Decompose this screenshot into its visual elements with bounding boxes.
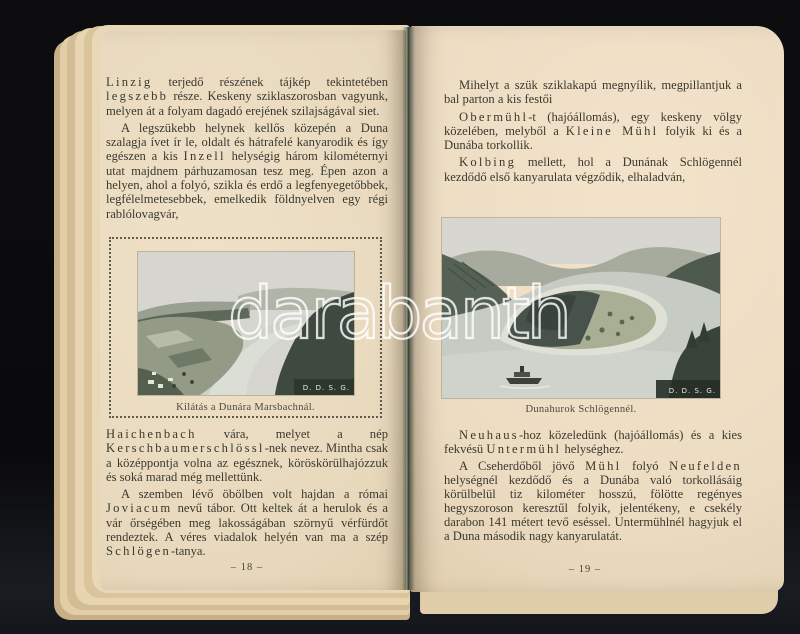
schloegen-photo-art — [442, 218, 720, 398]
right-page-text-bottom — [444, 428, 742, 546]
left-page — [100, 30, 406, 590]
schloegen-caption: Dunahurok Schlögennél. — [525, 404, 637, 415]
paragraph-duna-bend: A legszükebb helynek kellős közepén a Duna szalagja ívet ír le, oldalt és hátrafelé kanyarodik és így egészen a kis Inzell helységig három kilométernyi utat majdnem párhuzamosan tesz meg. Épen azon a helyen, ahol a folyó, szikla és erdő a legfenyegetőbbek, legfélelmetesebbek, emelkedik földnyelven egy régi rablólovagvár, — [106, 120, 388, 221]
marsbach-caption: Kilátás a Dunára Marsbachnál. — [176, 402, 315, 413]
paragraph-joviacum: A szemben lévő öbölben volt hajdan a római Joviacum nevű tábor. Ott keltek át a herulok és a vár őrségében meg lakosságában szörnyű vérfürdőt rendeztek. A véres viadalok helyén van ma a szép Schlögen-tanya. — [106, 487, 388, 559]
danube-marsbach-photo — [138, 252, 354, 395]
marsbach-photo-art — [138, 252, 354, 395]
schloegen-loop-photo — [442, 218, 720, 398]
photo-credit-ddsg: D. D. S. G. — [668, 387, 716, 395]
marsbach-figure — [109, 237, 382, 418]
left-page-text-top — [106, 75, 388, 224]
page-number-18: – 18 – — [230, 562, 264, 573]
page-number-19: – 19 – — [568, 564, 602, 575]
book-gutter — [402, 27, 415, 590]
paragraph-obermuhl: Obermühl-t (hajóállomás), egy keskeny völgy közelében, melyből a Kleine Mühl folyik ki és a Dunába torkollik. — [444, 109, 742, 153]
paragraph-haichenbach: Haichenbach vára, melyet a nép Kerschbaumerschlössl-nek nevez. Mintha csak a középpontja volna az egésznek, köröskörülhajózzuk és soká marad még mellettünk. — [106, 427, 388, 484]
right-page-text-top — [444, 78, 742, 187]
paragraph-muhl-river: A Cseherdőből jövő Mühl folyó Neufelden helységnél kezdődő és a Dunába való torkollásáig körülbelül tiz kilométer hosszú, fölötte regényes hegyszoroson keresztűl folyik, jelentékeny, e csekély darabon 141 métert tevő eséssel. Untermühlnél hagyjuk el a Duna második nagy kanyarulatát. — [444, 459, 742, 543]
left-page-text-bottom — [106, 427, 388, 562]
paragraph-mihelyt: Mihelyt a szük sziklakapú megnyílik, megpillantjuk a bal parton a kis festői — [444, 78, 742, 107]
paragraph-linzig: Linzig terjedő részének tájkép tekintetében legszebb része. Keskeny sziklaszorosban vagyunk, melyen át a folyam dagadó erejének szilajságával siet. — [106, 75, 388, 118]
right-page — [410, 26, 784, 592]
paragraph-neuhaus: Neuhaus-hoz közeledünk (hajóállomás) és a kies fekvésü Untermühl helységhez. — [444, 428, 742, 456]
photo-credit-ddsg: D. D. S. G. — [302, 384, 350, 392]
paragraph-kolbing: Kolbing mellett, hol a Dunának Schlögennél kezdődő első kanyarulata végződik, elhaladván, — [444, 155, 742, 184]
